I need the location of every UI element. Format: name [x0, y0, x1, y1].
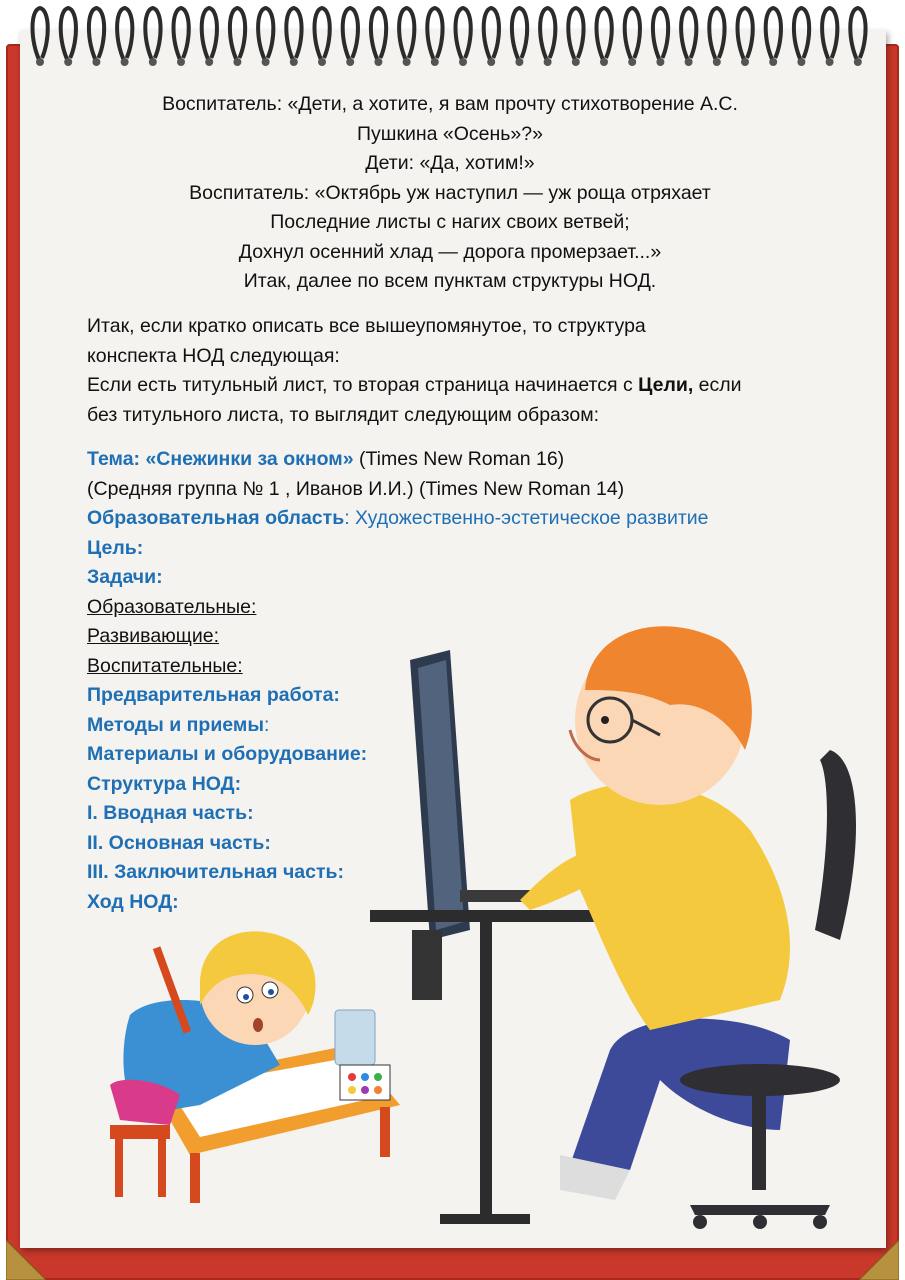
nod-structure-heading: Структура НОД: — [87, 772, 242, 795]
developing-tasks: Развивающие: — [87, 625, 219, 647]
spiral-hole — [826, 58, 834, 66]
intro-line: Итак, если кратко описать все вышеупомянутое, то структура — [87, 315, 646, 337]
area-line — [87, 504, 877, 534]
theme-note: (Times New Roman 16) — [353, 448, 565, 470]
spiral-ring — [315, 8, 330, 62]
spiral-ring — [371, 8, 386, 62]
spiral-hole — [797, 58, 805, 66]
spiral-hole — [262, 58, 270, 66]
spiral-hole — [515, 58, 523, 66]
poem-line: Воспитатель: «Октябрь уж наступил — уж роща отряхает — [189, 181, 711, 204]
spiral-ring — [258, 8, 273, 62]
spiral-hole — [64, 58, 72, 66]
spiral-hole — [487, 58, 495, 66]
spiral-hole — [318, 58, 326, 66]
part1-heading: I. Вводная часть: — [87, 802, 254, 824]
spiral-hole — [685, 58, 693, 66]
theme-label: Тема: «Снежинки за окном» — [87, 448, 354, 470]
spiral-ring — [89, 8, 104, 62]
goal-emphasis: Цели, — [638, 374, 694, 396]
poem-block — [60, 90, 840, 297]
intro-line — [87, 371, 877, 401]
poem-line: Итак, далее по всем пунктам структуры НОД. — [243, 270, 657, 292]
spiral-binding — [0, 0, 905, 70]
spiral-ring — [822, 8, 837, 62]
spiral-ring — [597, 8, 612, 62]
intro-paragraph — [87, 312, 877, 430]
spiral-hole — [121, 58, 129, 66]
spiral-ring — [568, 8, 583, 62]
brass-corner-right — [859, 1240, 899, 1280]
spiral-ring — [174, 8, 189, 62]
spiral-hole — [769, 58, 777, 66]
spiral-ring — [794, 8, 809, 62]
spiral-ring — [230, 8, 245, 62]
spiral-hole — [656, 58, 664, 66]
spiral-hole — [431, 58, 439, 66]
brass-corner-left — [6, 1240, 46, 1280]
spiral-hole — [544, 58, 552, 66]
spiral-hole — [374, 58, 382, 66]
prelim-heading: Предварительная работа: — [87, 684, 340, 706]
spiral-hole — [628, 58, 636, 66]
spiral-ring — [286, 8, 301, 62]
spiral-ring — [343, 8, 358, 62]
poem-line: Воспитатель: «Дети, а хотите, я вам прочту стихотворение А.С. — [162, 93, 738, 115]
spiral-ring — [484, 8, 499, 62]
spiral-hole — [741, 58, 749, 66]
intro-line: без титульного листа, то выглядит следующим образом: — [87, 403, 600, 426]
spiral-ring — [766, 8, 781, 62]
spiral-ring — [399, 8, 414, 62]
spiral-hole — [403, 58, 411, 66]
methods-colon: : — [263, 713, 270, 736]
intro-text: если — [693, 374, 742, 396]
course-heading: Ход НОД: — [87, 890, 179, 913]
poem-line: Дети: «Да, хотим!» — [365, 152, 535, 174]
upbringing-tasks: Воспитательные: — [87, 654, 243, 677]
spiral-ring — [202, 8, 217, 62]
spiral-ring — [681, 8, 696, 62]
area-value: : Художественно-эстетическое развитие — [344, 507, 709, 529]
spiral-ring — [709, 8, 724, 62]
girl-drawing-illustration — [80, 915, 410, 1215]
spiral-hole — [92, 58, 100, 66]
poem-line: Пушкина «Осень»?» — [357, 122, 543, 145]
spiral-ring — [850, 8, 865, 62]
spiral-ring — [738, 8, 753, 62]
theme-line — [87, 445, 877, 475]
spiral-hole — [177, 58, 185, 66]
poem-line: Последние листы с нагих своих ветвей; — [270, 211, 630, 233]
part3-heading: III. Заключительная часть: — [87, 861, 344, 883]
spiral-ring — [145, 8, 160, 62]
spiral-hole — [854, 58, 862, 66]
spiral-ring — [117, 8, 132, 62]
spiral-hole — [713, 58, 721, 66]
spiral-hole — [572, 58, 580, 66]
spiral-hole — [600, 58, 608, 66]
spiral-hole — [459, 58, 467, 66]
educational-tasks: Образовательные: — [87, 595, 257, 618]
methods-heading: Методы и приемы — [87, 713, 264, 736]
spiral-hole — [290, 58, 298, 66]
spiral-ring — [33, 8, 48, 62]
goal-heading: Цель: — [87, 536, 144, 559]
spiral-ring — [456, 8, 471, 62]
spiral-ring — [61, 8, 76, 62]
spiral-ring — [625, 8, 640, 62]
boy-at-computer-illustration — [360, 610, 880, 1240]
intro-line: конспекта НОД следующая: — [87, 344, 340, 367]
poem-line: Дохнул осенний хлад — дорога промерзает...» — [238, 240, 662, 263]
spiral-ring — [653, 8, 668, 62]
spiral-ring — [540, 8, 555, 62]
tasks-heading: Задачи: — [87, 566, 163, 588]
spiral-hole — [233, 58, 241, 66]
spiral-hole — [205, 58, 213, 66]
spiral-ring — [512, 8, 527, 62]
group-line: (Средняя группа № 1 , Иванов И.И.) (Times New Roman 14) — [87, 477, 625, 500]
spiral-hole — [346, 58, 354, 66]
area-label: Образовательная область — [87, 507, 345, 529]
intro-text: Если есть титульный лист, то вторая страница начинается с — [87, 374, 639, 396]
spiral-hole — [36, 58, 44, 66]
spiral-hole — [149, 58, 157, 66]
spiral-ring — [427, 8, 442, 62]
materials-heading: Материалы и оборудование: — [87, 743, 368, 765]
part2-heading: II. Основная часть: — [87, 831, 271, 854]
